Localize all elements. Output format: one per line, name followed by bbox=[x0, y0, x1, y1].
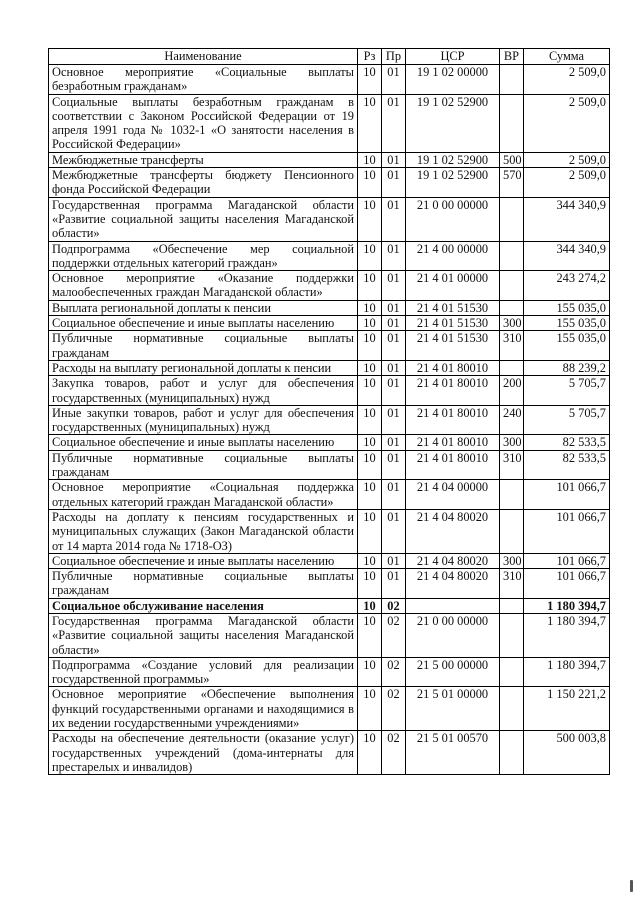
cell-sum: 88 239,2 bbox=[524, 360, 610, 375]
cell-vr bbox=[500, 731, 524, 775]
table-row bbox=[49, 435, 610, 450]
table-row bbox=[49, 168, 610, 198]
cell-vr: 240 bbox=[500, 405, 524, 435]
cell-name: Государственная программа Магаданской области «Развитие социальной защиты населения Магаданской области» bbox=[49, 197, 358, 241]
cell-pr: 01 bbox=[382, 316, 406, 331]
cell-sum: 344 340,9 bbox=[524, 241, 610, 271]
cell-pr: 01 bbox=[382, 405, 406, 435]
header-csr: ЦСР bbox=[406, 49, 500, 65]
cell-sum: 101 066,7 bbox=[524, 569, 610, 599]
cell-name: Социальное обеспечение и иные выплаты населению bbox=[49, 553, 358, 568]
cell-vr bbox=[500, 598, 524, 613]
document-page bbox=[48, 48, 609, 775]
cell-name: Социальное обеспечение и иные выплаты населению bbox=[49, 316, 358, 331]
cell-csr: 21 4 01 80010 bbox=[406, 450, 500, 480]
table-row bbox=[49, 569, 610, 599]
table-row bbox=[49, 731, 610, 775]
table-row bbox=[49, 598, 610, 613]
cell-name: Основное мероприятие «Обеспечение выполнения функций государственными органами и находящимися в их ведении государственными учреждениями» bbox=[49, 687, 358, 731]
cell-sum: 344 340,9 bbox=[524, 197, 610, 241]
cell-csr: 21 4 01 00000 bbox=[406, 271, 500, 301]
cell-pr: 01 bbox=[382, 435, 406, 450]
cell-name: Подпрограмма «Создание условий для реализации государственной программы» bbox=[49, 657, 358, 687]
cell-pr: 01 bbox=[382, 360, 406, 375]
cell-vr bbox=[500, 509, 524, 553]
cell-pr: 01 bbox=[382, 553, 406, 568]
cell-csr: 19 1 02 52900 bbox=[406, 152, 500, 167]
cell-rz: 10 bbox=[358, 598, 382, 613]
cell-vr: 300 bbox=[500, 435, 524, 450]
cell-vr bbox=[500, 94, 524, 152]
cell-sum: 1 150 221,2 bbox=[524, 687, 610, 731]
cell-pr: 02 bbox=[382, 687, 406, 731]
table-row bbox=[49, 553, 610, 568]
cell-rz: 10 bbox=[358, 435, 382, 450]
cell-vr: 300 bbox=[500, 553, 524, 568]
cell-rz: 10 bbox=[358, 480, 382, 510]
cell-vr bbox=[500, 271, 524, 301]
table-body bbox=[49, 65, 610, 775]
cell-sum: 2 509,0 bbox=[524, 168, 610, 198]
cell-pr: 01 bbox=[382, 94, 406, 152]
cell-csr: 21 0 00 00000 bbox=[406, 197, 500, 241]
cell-csr: 21 5 00 00000 bbox=[406, 657, 500, 687]
cell-pr: 01 bbox=[382, 271, 406, 301]
cell-pr: 01 bbox=[382, 241, 406, 271]
cell-sum: 2 509,0 bbox=[524, 94, 610, 152]
cell-name: Государственная программа Магаданской области «Развитие социальной защиты населения Магаданской области» bbox=[49, 613, 358, 657]
cell-csr: 21 5 01 00570 bbox=[406, 731, 500, 775]
table-row bbox=[49, 480, 610, 510]
cell-name: Социальное обслуживание населения bbox=[49, 598, 358, 613]
table-row bbox=[49, 376, 610, 406]
cell-sum: 155 035,0 bbox=[524, 316, 610, 331]
header-sum: Сумма bbox=[524, 49, 610, 65]
cell-rz: 10 bbox=[358, 65, 382, 95]
cell-name: Закупка товаров, работ и услуг для обеспечения государственных (муниципальных) нужд bbox=[49, 376, 358, 406]
cell-rz: 10 bbox=[358, 405, 382, 435]
cell-name: Расходы на обеспечение деятельности (оказание услуг) государственных учреждений (дома-интернаты для престарелых и инвалидов) bbox=[49, 731, 358, 775]
cell-name: Расходы на выплату региональной доплаты к пенсии bbox=[49, 360, 358, 375]
cell-name: Основное мероприятие «Социальные выплаты безработным гражданам» bbox=[49, 65, 358, 95]
cell-sum: 82 533,5 bbox=[524, 435, 610, 450]
cell-sum: 101 066,7 bbox=[524, 509, 610, 553]
cell-vr: 310 bbox=[500, 331, 524, 361]
cell-csr: 21 4 04 80020 bbox=[406, 509, 500, 553]
cell-rz: 10 bbox=[358, 331, 382, 361]
table-row bbox=[49, 450, 610, 480]
cell-sum: 101 066,7 bbox=[524, 480, 610, 510]
cell-csr: 21 5 01 00000 bbox=[406, 687, 500, 731]
cell-sum: 2 509,0 bbox=[524, 152, 610, 167]
cell-vr: 570 bbox=[500, 168, 524, 198]
cell-sum: 500 003,8 bbox=[524, 731, 610, 775]
cell-name: Социальные выплаты безработным гражданам в соответствии с Законом Российской Федерации от 19 апреля 1991 года № 1032-1 «О занятости населения в Российской Федерации» bbox=[49, 94, 358, 152]
cell-pr: 02 bbox=[382, 613, 406, 657]
cell-name: Иные закупки товаров, работ и услуг для обеспечения государственных (муниципальных) нужд bbox=[49, 405, 358, 435]
header-vr: ВР bbox=[500, 49, 524, 65]
cell-vr bbox=[500, 300, 524, 315]
table-row bbox=[49, 65, 610, 95]
cell-rz: 10 bbox=[358, 613, 382, 657]
table-row bbox=[49, 331, 610, 361]
cell-vr bbox=[500, 657, 524, 687]
cell-sum: 2 509,0 bbox=[524, 65, 610, 95]
cell-name: Выплата региональной доплаты к пенсии bbox=[49, 300, 358, 315]
cell-name: Межбюджетные трансферты bbox=[49, 152, 358, 167]
cell-vr bbox=[500, 197, 524, 241]
cell-rz: 10 bbox=[358, 241, 382, 271]
cell-sum: 5 705,7 bbox=[524, 405, 610, 435]
cell-vr: 300 bbox=[500, 316, 524, 331]
cell-vr bbox=[500, 65, 524, 95]
cell-vr: 310 bbox=[500, 450, 524, 480]
cell-sum: 155 035,0 bbox=[524, 331, 610, 361]
cell-csr: 19 1 02 00000 bbox=[406, 65, 500, 95]
cell-csr: 21 4 00 00000 bbox=[406, 241, 500, 271]
cell-rz: 10 bbox=[358, 360, 382, 375]
scan-mark bbox=[630, 880, 633, 892]
cell-pr: 02 bbox=[382, 657, 406, 687]
cell-pr: 01 bbox=[382, 152, 406, 167]
cell-vr: 500 bbox=[500, 152, 524, 167]
cell-name: Публичные нормативные социальные выплаты гражданам bbox=[49, 450, 358, 480]
cell-csr: 21 4 01 51530 bbox=[406, 300, 500, 315]
cell-vr: 310 bbox=[500, 569, 524, 599]
table-row bbox=[49, 360, 610, 375]
cell-csr: 19 1 02 52900 bbox=[406, 94, 500, 152]
cell-sum: 5 705,7 bbox=[524, 376, 610, 406]
cell-sum: 243 274,2 bbox=[524, 271, 610, 301]
cell-rz: 10 bbox=[358, 657, 382, 687]
cell-rz: 10 bbox=[358, 94, 382, 152]
budget-table bbox=[48, 48, 610, 775]
cell-name: Социальное обеспечение и иные выплаты населению bbox=[49, 435, 358, 450]
cell-rz: 10 bbox=[358, 197, 382, 241]
cell-vr bbox=[500, 480, 524, 510]
cell-rz: 10 bbox=[358, 731, 382, 775]
table-row bbox=[49, 613, 610, 657]
header-rz: Рз bbox=[358, 49, 382, 65]
cell-sum: 101 066,7 bbox=[524, 553, 610, 568]
cell-name: Межбюджетные трансферты бюджету Пенсионного фонда Российской Федерации bbox=[49, 168, 358, 198]
cell-rz: 10 bbox=[358, 376, 382, 406]
cell-sum: 82 533,5 bbox=[524, 450, 610, 480]
cell-pr: 01 bbox=[382, 331, 406, 361]
cell-rz: 10 bbox=[358, 316, 382, 331]
cell-csr: 21 4 01 80010 bbox=[406, 405, 500, 435]
cell-sum: 1 180 394,7 bbox=[524, 598, 610, 613]
cell-csr: 21 4 01 80010 bbox=[406, 376, 500, 406]
cell-vr bbox=[500, 360, 524, 375]
cell-pr: 01 bbox=[382, 168, 406, 198]
table-row bbox=[49, 271, 610, 301]
cell-vr bbox=[500, 687, 524, 731]
table-row bbox=[49, 509, 610, 553]
cell-name: Публичные нормативные социальные выплаты гражданам bbox=[49, 569, 358, 599]
cell-rz: 10 bbox=[358, 152, 382, 167]
cell-csr: 19 1 02 52900 bbox=[406, 168, 500, 198]
cell-rz: 10 bbox=[358, 271, 382, 301]
cell-name: Подпрограмма «Обеспечение мер социальной поддержки отдельных категорий граждан» bbox=[49, 241, 358, 271]
cell-pr: 01 bbox=[382, 376, 406, 406]
cell-name: Основное мероприятие «Социальная поддержка отдельных категорий граждан Магаданской области» bbox=[49, 480, 358, 510]
cell-pr: 01 bbox=[382, 197, 406, 241]
cell-csr bbox=[406, 598, 500, 613]
cell-pr: 01 bbox=[382, 450, 406, 480]
cell-rz: 10 bbox=[358, 450, 382, 480]
cell-csr: 21 4 01 51530 bbox=[406, 331, 500, 361]
cell-pr: 01 bbox=[382, 569, 406, 599]
table-row bbox=[49, 197, 610, 241]
table-row bbox=[49, 316, 610, 331]
table-header-row bbox=[49, 49, 610, 65]
cell-pr: 02 bbox=[382, 731, 406, 775]
cell-pr: 01 bbox=[382, 65, 406, 95]
table-row bbox=[49, 687, 610, 731]
table-row bbox=[49, 300, 610, 315]
cell-sum: 1 180 394,7 bbox=[524, 613, 610, 657]
cell-csr: 21 0 00 00000 bbox=[406, 613, 500, 657]
cell-csr: 21 4 01 80010 bbox=[406, 435, 500, 450]
cell-csr: 21 4 01 80010 bbox=[406, 360, 500, 375]
cell-rz: 10 bbox=[358, 553, 382, 568]
cell-vr: 200 bbox=[500, 376, 524, 406]
table-row bbox=[49, 657, 610, 687]
cell-rz: 10 bbox=[358, 300, 382, 315]
cell-vr bbox=[500, 241, 524, 271]
cell-csr: 21 4 01 51530 bbox=[406, 316, 500, 331]
header-pr: Пр bbox=[382, 49, 406, 65]
cell-rz: 10 bbox=[358, 687, 382, 731]
cell-pr: 01 bbox=[382, 509, 406, 553]
cell-rz: 10 bbox=[358, 569, 382, 599]
cell-sum: 1 180 394,7 bbox=[524, 657, 610, 687]
cell-csr: 21 4 04 80020 bbox=[406, 553, 500, 568]
cell-csr: 21 4 04 80020 bbox=[406, 569, 500, 599]
cell-pr: 02 bbox=[382, 598, 406, 613]
cell-sum: 155 035,0 bbox=[524, 300, 610, 315]
cell-name: Публичные нормативные социальные выплаты гражданам bbox=[49, 331, 358, 361]
cell-csr: 21 4 04 00000 bbox=[406, 480, 500, 510]
cell-vr bbox=[500, 613, 524, 657]
cell-name: Основное мероприятие «Оказание поддержки малообеспеченных граждан Магаданской области» bbox=[49, 271, 358, 301]
table-row bbox=[49, 405, 610, 435]
table-row bbox=[49, 241, 610, 271]
cell-pr: 01 bbox=[382, 300, 406, 315]
header-name: Наименование bbox=[49, 49, 358, 65]
cell-rz: 10 bbox=[358, 168, 382, 198]
table-row bbox=[49, 94, 610, 152]
cell-name: Расходы на доплату к пенсиям государственных и муниципальных служащих (Закон Магаданской области от 14 марта 2014 года № 1718-ОЗ) bbox=[49, 509, 358, 553]
cell-rz: 10 bbox=[358, 509, 382, 553]
table-row bbox=[49, 152, 610, 167]
cell-pr: 01 bbox=[382, 480, 406, 510]
